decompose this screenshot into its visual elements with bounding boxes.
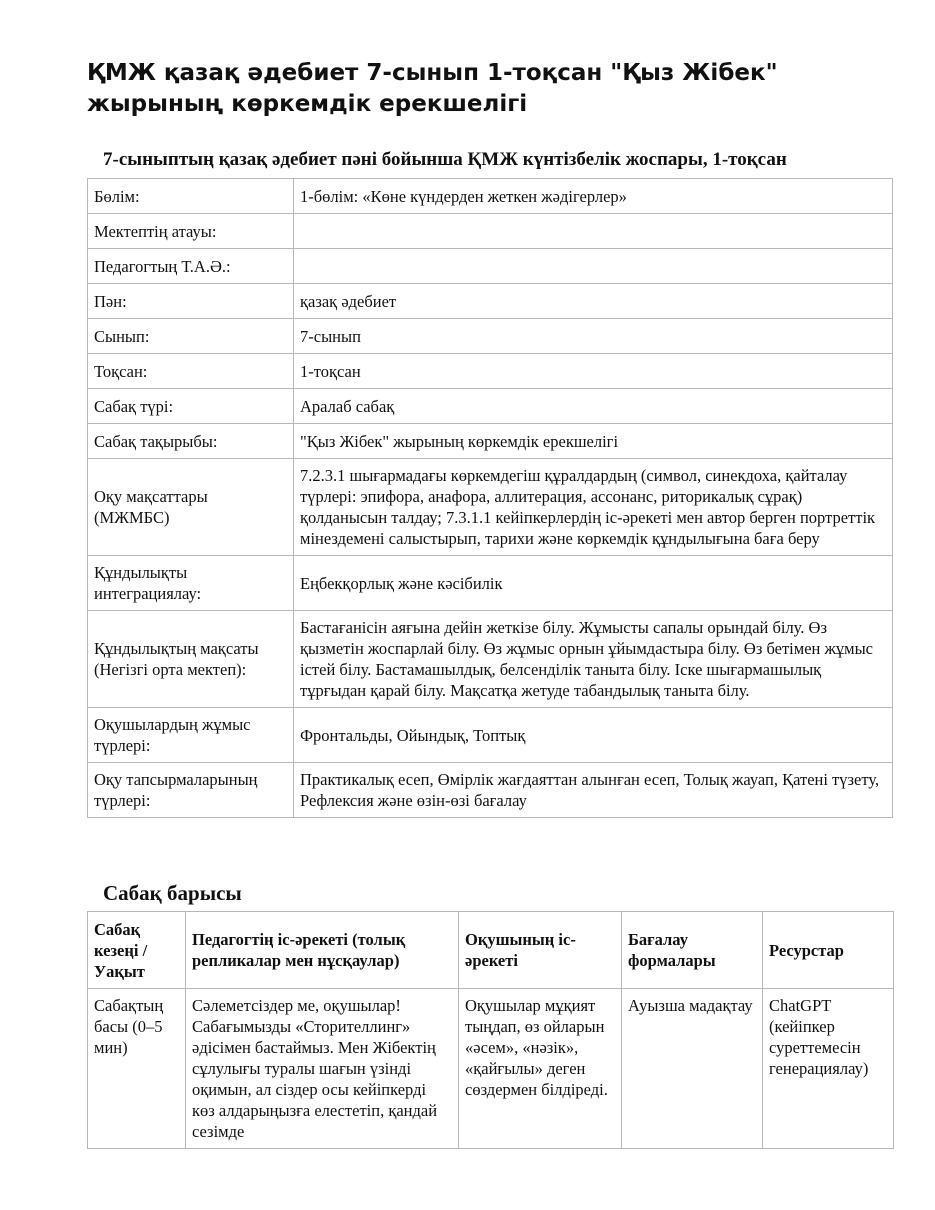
info-value: Бастағанісін аяғына дейін жеткізе білу. Жұмысты сапалы орындай білу. Өз қызметін жоспарлай білу. Өз жұмыс орнын ұйымдастыра білу. Өз бетімен жұмыс істей білу. Бастамашылдық, белсенділік таныта білу. Іске шығармашылық тұрғыдан қарай білу. Мақсатқа жетуде табандылық таныта білу. — [294, 611, 893, 708]
info-value: Аралаб сабақ — [294, 389, 893, 424]
info-value: 7-сынып — [294, 319, 893, 354]
info-value: Еңбекқорлық және кәсібилік — [294, 556, 893, 611]
info-row-teacher — [88, 249, 893, 284]
lesson-progress-heading: Сабақ барысы — [103, 881, 242, 905]
lesson-progress-table — [87, 911, 894, 1149]
info-row-section — [88, 179, 893, 214]
info-value: Практикалық есеп, Өмірлік жағдаяттан алынған есеп, Толық жауап, Қатені түзету, Рефлексия және өзін-өзі бағалау — [294, 763, 893, 818]
info-row-value-goal — [88, 611, 893, 708]
info-label: Педагогтың Т.А.Ә.: — [88, 249, 294, 284]
info-label: Сынып: — [88, 319, 294, 354]
info-value: 7.2.3.1 шығармадағы көркемдегіш құралдардың (символ, синекдоха, қайталау түрлері: эпифора, анафора, аллитерация, ассонанс, риторикалық сұрақ) қолданысын талдау; 7.3.1.1 кейіпкерлердің іс-әрекеті мен автор берген портреттік мінездемені салыстырып, тарихи және көркемдік құндылығына баға беру — [294, 459, 893, 556]
info-row-subject — [88, 284, 893, 319]
resources-cell: ChatGPT (кейіпкер суреттемесін генерациялау) — [763, 989, 894, 1149]
lesson-info-table — [87, 178, 893, 818]
info-row-lesson-type — [88, 389, 893, 424]
plan-subtitle: 7-сыныптың қазақ әдебиет пәні бойынша ҚМЖ күнтізбелік жоспары, 1-тоқсан — [103, 149, 787, 170]
info-label: Құндылықты интеграциялау: — [88, 556, 294, 611]
document-title: ҚМЖ қазақ әдебиет 7-сынып 1-тоқсан "Қыз Жібек" жырының көркемдік ерекшелігі — [87, 60, 778, 117]
info-label: Тоқсан: — [88, 354, 294, 389]
column-header-resources: Ресурстар — [763, 912, 894, 989]
table-row — [88, 989, 894, 1149]
info-row-work-types — [88, 708, 893, 763]
info-label: Бөлім: — [88, 179, 294, 214]
info-row-task-types — [88, 763, 893, 818]
info-row-learning-objectives — [88, 459, 893, 556]
info-value: Фронтальды, Ойындық, Топтық — [294, 708, 893, 763]
info-label: Оқушылардың жұмыс түрлері: — [88, 708, 294, 763]
info-value — [294, 249, 893, 284]
info-label: Мектептің атауы: — [88, 214, 294, 249]
info-row-quarter — [88, 354, 893, 389]
info-row-school — [88, 214, 893, 249]
assessment-cell: Ауызша мадақтау — [622, 989, 763, 1149]
column-header-assessment: Бағалау формалары — [622, 912, 763, 989]
info-value: 1-бөлім: «Көне күндерден жеткен жәдігерлер» — [294, 179, 893, 214]
info-value: 1-тоқсан — [294, 354, 893, 389]
info-label: Оқу тапсырмаларының түрлері: — [88, 763, 294, 818]
info-row-grade — [88, 319, 893, 354]
info-row-value-integration — [88, 556, 893, 611]
info-label: Пән: — [88, 284, 294, 319]
lesson-stage-cell: Сабақтың басы (0–5 мин) — [88, 989, 186, 1149]
student-activity-cell: Оқушылар мұқият тыңдап, өз ойларын «әсем», «нәзік», «қайғылы» деген сөздермен білдіреді. — [459, 989, 622, 1149]
teacher-activity-cell: Сәлеметсіздер ме, оқушылар! Сабағымызды «Сторителлинг» әдісімен бастаймыз. Мен Жібектің сұлулығы туралы шағын үзінді оқимын, ал сіздер осы кейіпкерді көз алдарыңызға елестетіп, қандай сезімде — [186, 989, 459, 1149]
column-header-teacher-activity: Педагогтің іс-әрекеті (толық репликалар мен нұсқаулар) — [186, 912, 459, 989]
info-label: Сабақ тақырыбы: — [88, 424, 294, 459]
column-header-stage: Сабақ кезеңі / Уақыт — [88, 912, 186, 989]
info-value: "Қыз Жібек" жырының көркемдік ерекшелігі — [294, 424, 893, 459]
lesson-header-row — [88, 912, 894, 989]
info-row-lesson-topic — [88, 424, 893, 459]
info-label: Құндылықтың мақсаты (Негізгі орта мектеп): — [88, 611, 294, 708]
info-label: Сабақ түрі: — [88, 389, 294, 424]
column-header-student-activity: Оқушының іс-әрекеті — [459, 912, 622, 989]
info-label: Оқу мақсаттары (МЖМБС) — [88, 459, 294, 556]
info-value: қазақ әдебиет — [294, 284, 893, 319]
info-value — [294, 214, 893, 249]
